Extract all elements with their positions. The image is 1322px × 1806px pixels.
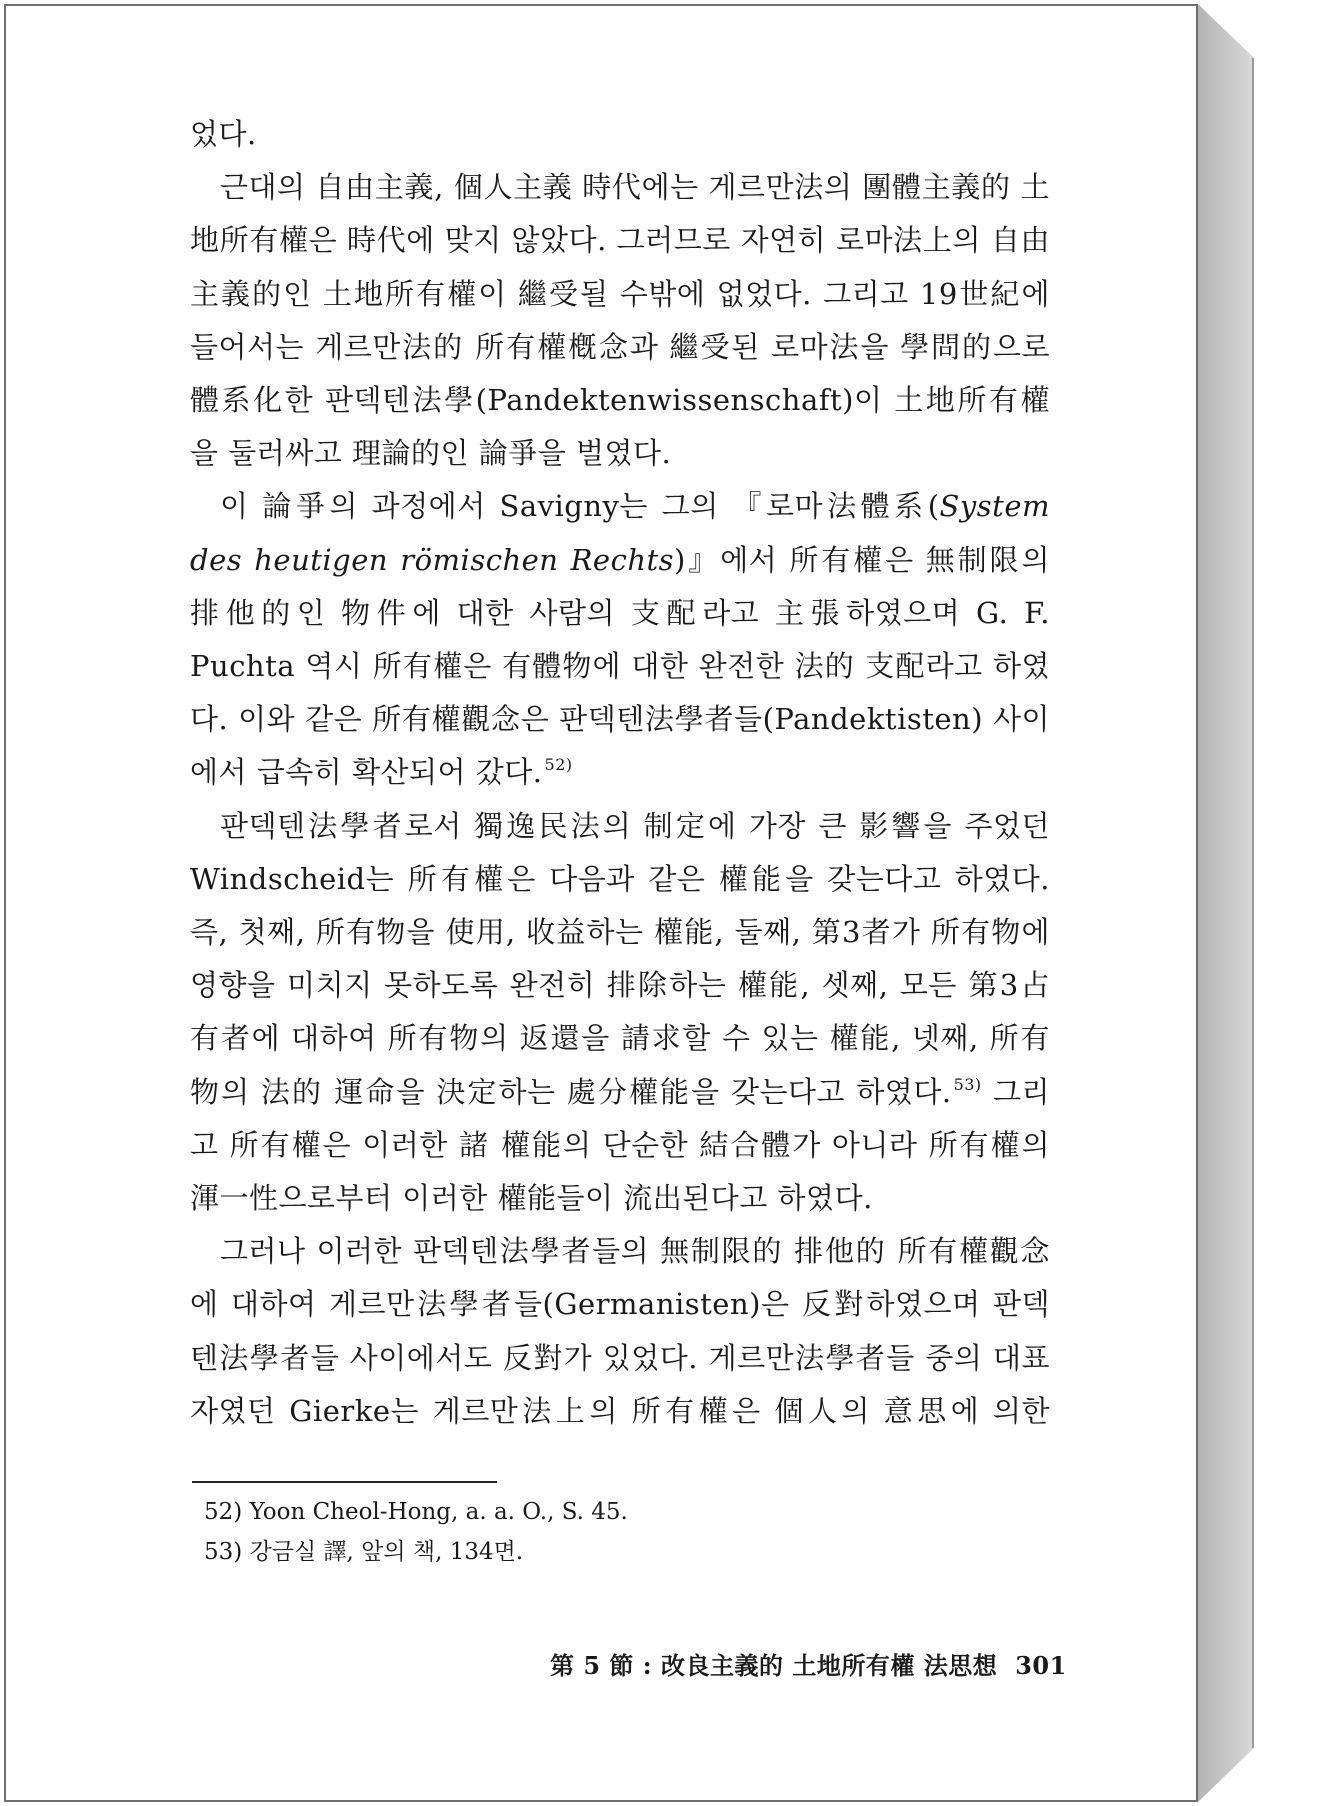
paragraph-text: 근대의 自由主義, 個人主義 時代에는 게르만法의 團體主義的 土地所有權은 時代에 맞지 않았다. 그러므로 자연히 로마法上의 自由主義的인 土地所有權이 繼受될 수밖에 없었다. 그리고 19世紀에 들어서는 게르만法的 所有權槪念과 繼受된 로마法을 學問的으로 體系化한 판덱텐法學(Pandektenwissenschaft)이 土地所有權을 둘러싸고 理論的인 論爭을 벌였다. bbox=[190, 170, 1050, 471]
footnote-number: 53) bbox=[204, 1539, 243, 1565]
footnote bbox=[204, 1492, 1044, 1532]
book-spine-line bbox=[1252, 58, 1254, 1748]
paragraph-text-start: 이 論爭의 과정에서 Savigny는 그의 『로마法體系( bbox=[220, 489, 940, 524]
footnote-text: 강금실 譯, 앞의 책, 134면. bbox=[249, 1539, 524, 1565]
section-title: 第 5 節 : 改良主義的 土地所有權 法思想 bbox=[550, 1651, 998, 1680]
paragraph bbox=[190, 800, 1050, 1226]
footnote-text: Yoon Cheol-Hong, a. a. O., S. 45. bbox=[249, 1499, 628, 1525]
book-page-edge bbox=[1198, 4, 1254, 1802]
body-text bbox=[190, 108, 1050, 1438]
book-title-italic: System des heutigen römischen Rechts bbox=[190, 489, 1050, 577]
footnotes bbox=[204, 1492, 1044, 1572]
footnote-divider bbox=[192, 1481, 497, 1483]
paragraph-text-end: )』에서 所有權은 無制限의 排他的인 物件에 대한 사람의 支配라고 主張하였으며 G. F. Puchta 역시 所有權은 有體物에 대한 완전한 法的 支配라고 하였다. 이와 같은 所有權觀念은 판덱텐法學者들(Pandektisten) 사이에서 급속히 확산되어 갔다. bbox=[190, 542, 1050, 790]
paragraph-text-end: 그리고 所有權은 이러한 諸 權能의 단순한 結合體가 아니라 所有權의 渾一性으로부터 이러한 權能들이 流出된다고 하였다. bbox=[190, 1074, 1050, 1216]
paragraph-continuation bbox=[190, 108, 1050, 161]
paragraph-text: 었다. bbox=[190, 117, 257, 151]
footnote-marker: 53) bbox=[953, 1074, 982, 1094]
paragraph bbox=[190, 1225, 1050, 1438]
paragraph bbox=[190, 161, 1050, 480]
paragraph bbox=[190, 480, 1050, 799]
footnote-marker: 52) bbox=[544, 755, 573, 775]
page-number: 301 bbox=[1015, 1651, 1067, 1680]
footnote-number: 52) bbox=[204, 1499, 243, 1525]
footnote bbox=[204, 1532, 1044, 1572]
paragraph-text: 그러나 이러한 판덱텐法學者들의 無制限的 排他的 所有權觀念에 대하여 게르만法學者들(Germanisten)은 反對하였으며 판덱텐法學者들 사이에서도 反對가 있었다. 게르만法學者들 중의 대표자였던 Gierke는 게르만法上의 所有權은 個人의 意思에 의한 bbox=[190, 1234, 1050, 1428]
paragraph-text-start: 판덱텐法學者로서 獨逸民法의 制定에 가장 큰 影響을 주었던 Windscheid는 所有權은 다음과 같은 權能을 갖는다고 하였다. 즉, 첫째, 所有物을 使用, 收益하는 權能, 둘째, 第3者가 所有物에 영향을 미치지 못하도록 완전히 排除하는 權能, 셋째, 모든 第3占有者에 대하여 所有物의 返還을 請求할 수 있는 權能, 넷째, 所有物의 法的 運命을 決定하는 處分權能을 갖는다고 하였다. bbox=[190, 808, 1050, 1109]
running-footer bbox=[550, 1646, 1067, 1681]
